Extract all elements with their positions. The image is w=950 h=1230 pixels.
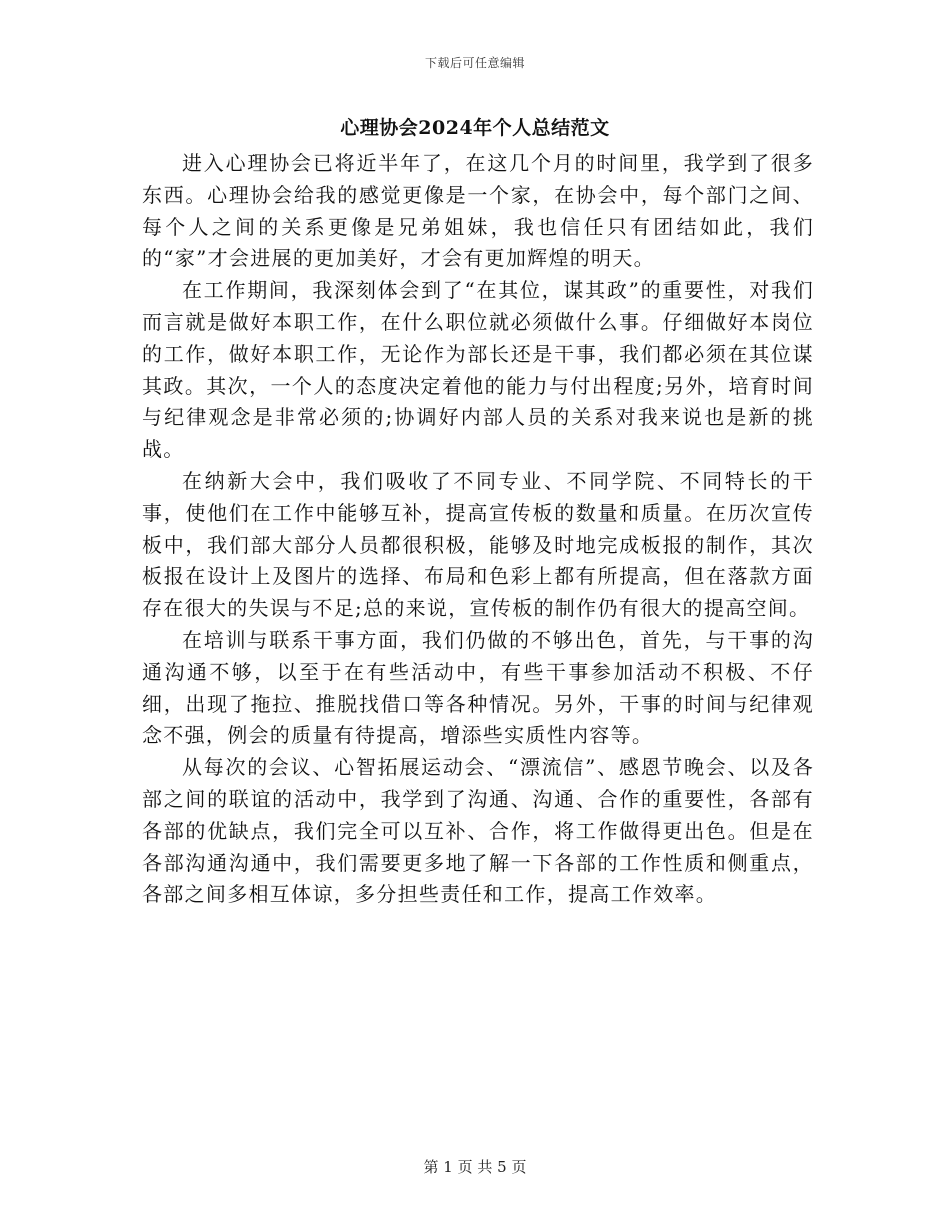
paragraph-2: 在工作期间，我深刻体会到了“在其位，谋其政”的重要性，对我们而言就是做好本职工作，在什么职位就必须做什么事。仔细做好本岗位的工作，做好本职工作，无论作为部长还是干事，我们都必须在其位谋其政。其次，一个人的态度决定着他的能力与付出程度;另外，培育时间与纪律观念是非常必须的;协调好内部人员的关系对我来说也是新的挑战。	[142, 278, 814, 462]
page-number-footer: 第 1 页 共 5 页	[423, 1158, 527, 1176]
page-header-note: 下载后可任意编辑	[424, 56, 525, 70]
document-title: 心理协会2024年个人总结范文	[340, 117, 610, 139]
document-body	[142, 148, 814, 911]
paragraph-1: 进入心理协会已将近半年了，在这几个月的时间里，我学到了很多东西。心理协会给我的感觉更像是一个家，在协会中，每个部门之间、每个人之间的关系更像是兄弟姐妹，我也信任只有团结如此，我们的“家”才会进展的更加美好，才会有更加辉煌的明天。	[142, 151, 814, 271]
paragraph-4: 在培训与联系干事方面，我们仍做的不够出色，首先，与干事的沟通沟通不够，以至于在有些活动中，有些干事参加活动不积极、不仔细，出现了拖拉、推脱找借口等各种情况。另外，干事的时间与纪律观念不强，例会的质量有待提高，增添些实质性内容等。	[142, 627, 814, 748]
paragraph-3: 在纳新大会中，我们吸收了不同专业、不同学院、不同特长的干事，使他们在工作中能够互补，提高宣传板的数量和质量。在历次宣传板中，我们部大部分人员都很积极，能够及时地完成板报的制作，其次板报在设计上及图片的选择、布局和色彩上都有所提高，但在落款方面存在很大的失误与不足;总的来说，宣传板的制作仍有很大的提高空间。	[142, 468, 814, 621]
paragraph-5: 从每次的会议、心智拓展运动会、“漂流信”、感恩节晚会、以及各部之间的联谊的活动中，我学到了沟通、沟通、合作的重要性，各部有各部的优缺点，我们完全可以互补、合作，将工作做得更出色。但是在各部沟通沟通中，我们需要更多地了解一下各部的工作性质和侧重点，各部之间多相互体谅，多分担些责任和工作，提高工作效率。	[142, 755, 814, 907]
